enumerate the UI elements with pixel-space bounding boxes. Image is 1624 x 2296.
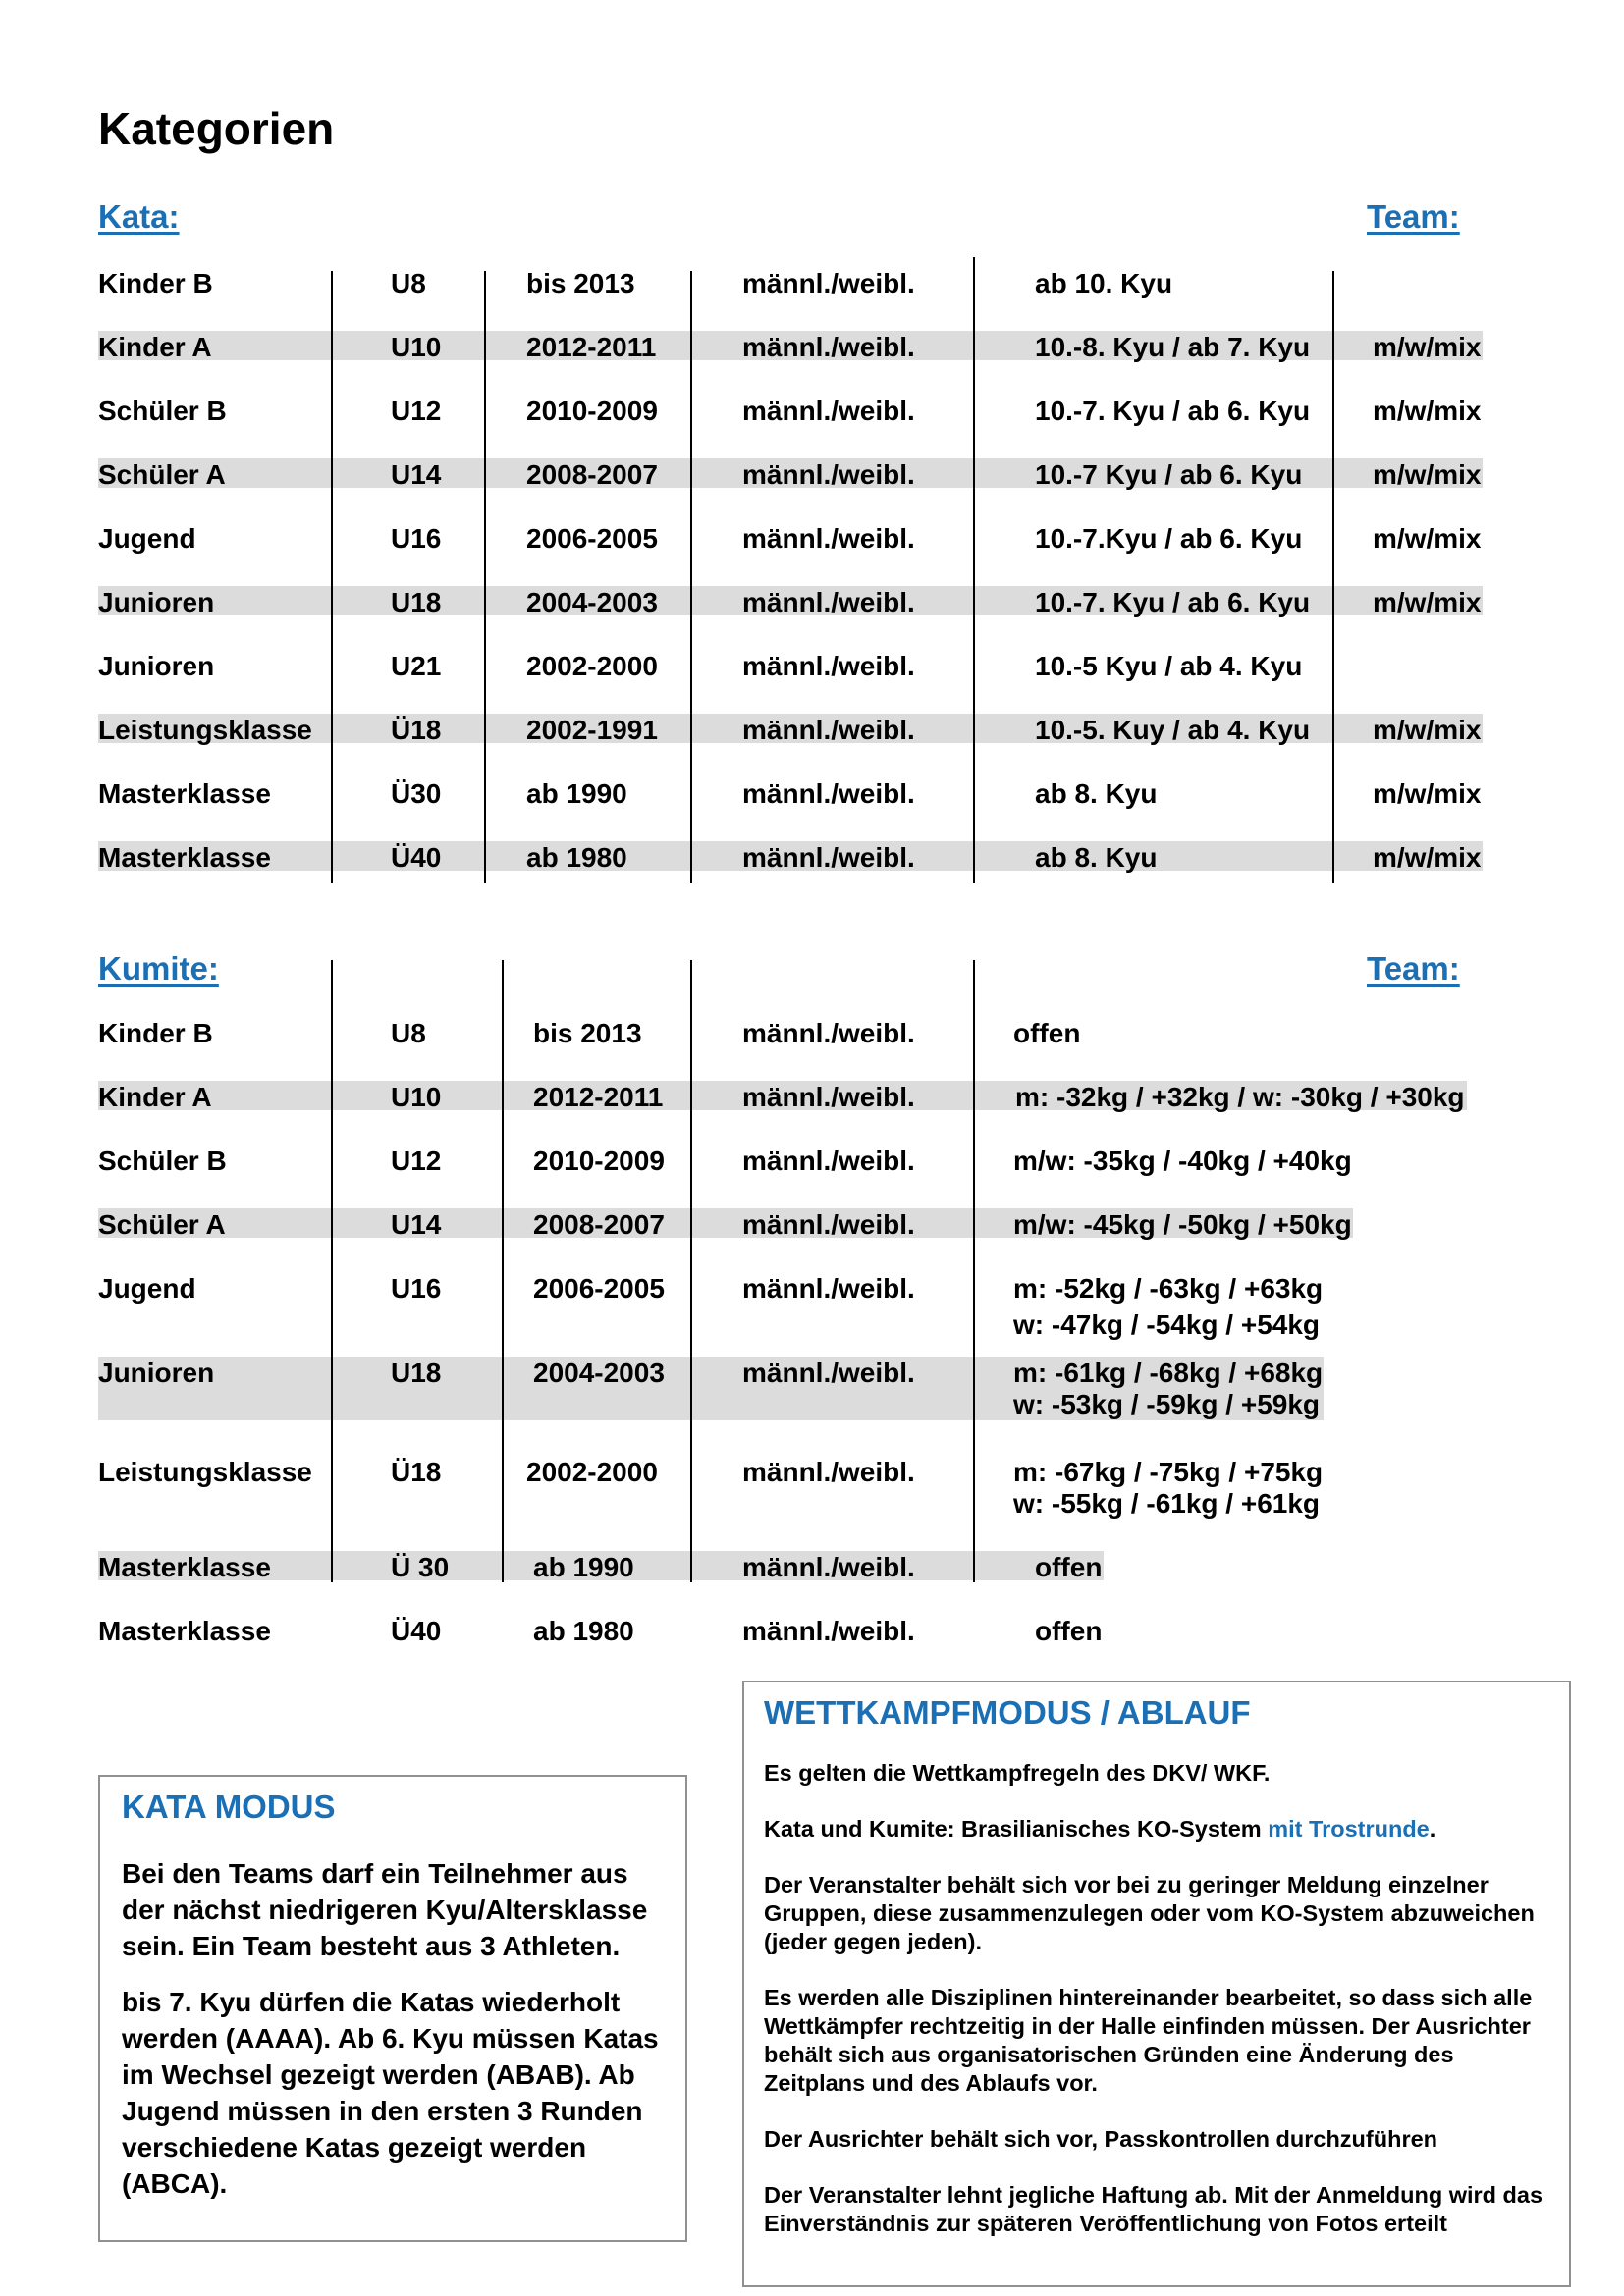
kata-team-cell: m/w/mix bbox=[1373, 778, 1482, 809]
kata-name-cell: Masterklasse bbox=[98, 778, 271, 809]
kumite-name-cell: Masterklasse bbox=[98, 1552, 271, 1582]
kata-grade-cell: 10.-5 Kyu / ab 4. Kyu bbox=[1035, 651, 1303, 681]
kumite-age-cell: Ü18 bbox=[391, 1457, 442, 1487]
kata-team-cell: m/w/mix bbox=[1373, 715, 1482, 745]
kata-name-cell: Masterklasse bbox=[98, 842, 271, 873]
kata-gender-cell: männl./weibl. bbox=[742, 842, 915, 873]
kata-gender-cell: männl./weibl. bbox=[742, 715, 915, 745]
kumite-gender-cell: männl./weibl. bbox=[742, 1358, 915, 1388]
kumite-weight-cell: m/w: -45kg / -50kg / +50kg bbox=[1013, 1209, 1352, 1240]
kata-years-cell: 2012-2011 bbox=[526, 332, 657, 362]
kumite-age-cell: U16 bbox=[391, 1273, 442, 1304]
kumite-years-cell: ab 1990 bbox=[533, 1552, 634, 1582]
kata-grade-cell: 10.-7.Kyu / ab 6. Kyu bbox=[1035, 523, 1303, 554]
kumite-gender-cell: männl./weibl. bbox=[742, 1146, 915, 1176]
kata-age-cell: Ü18 bbox=[391, 715, 442, 745]
wettkampf-paragraph-3: Der Veranstalter behält sich vor bei zu geringer Meldung einzelner Gruppen, diese zusammenzulegen oder vom KO-System abzuweichen (jeder gegen jeden). bbox=[764, 1872, 1535, 1954]
kumite-weight-cell: m: -67kg / -75kg / +75kg bbox=[1013, 1457, 1324, 1487]
kumite-column-divider bbox=[690, 960, 692, 1582]
kata-grade-cell: ab 10. Kyu bbox=[1035, 268, 1173, 298]
kumite-gender-cell: männl./weibl. bbox=[742, 1209, 915, 1240]
kata-name-cell: Schüler A bbox=[98, 459, 226, 490]
kata-name-cell: Junioren bbox=[98, 651, 215, 681]
kumite-gender-cell: männl./weibl. bbox=[742, 1616, 915, 1646]
kata-years-cell: 2002-2000 bbox=[526, 651, 658, 681]
wettkampf-paragraph-2-main: Kata und Kumite: Brasilianisches KO-System bbox=[764, 1816, 1269, 1842]
kumite-weight-cell: m: -32kg / +32kg / w: -30kg / +30kg bbox=[1015, 1082, 1465, 1112]
kata-gender-cell: männl./weibl. bbox=[742, 332, 915, 362]
kata-column-divider bbox=[331, 271, 333, 883]
wettkampf-paragraph-1: Es gelten die Wettkampfregeln des DKV/ WKF. bbox=[764, 1760, 1271, 1786]
kumite-gender-cell: männl./weibl. bbox=[742, 1552, 915, 1582]
kumite-name-cell: Leistungsklasse bbox=[98, 1457, 312, 1487]
kumite-weight-cell: offen bbox=[1013, 1018, 1081, 1048]
kumite-years-cell: ab 1980 bbox=[533, 1616, 634, 1646]
kata-grade-cell: 10.-8. Kyu / ab 7. Kyu bbox=[1035, 332, 1311, 362]
kata-age-cell: U14 bbox=[391, 459, 442, 490]
kumite-weight-cell-2: w: -47kg / -54kg / +54kg bbox=[1013, 1309, 1321, 1340]
wettkampf-paragraph-2-end: . bbox=[1429, 1816, 1436, 1842]
kata-name-cell: Jugend bbox=[98, 523, 196, 554]
kumite-age-cell: U12 bbox=[391, 1146, 442, 1176]
kata-years-cell: ab 1990 bbox=[526, 778, 627, 809]
kata-gender-cell: männl./weibl. bbox=[742, 459, 915, 490]
kata-age-cell: U8 bbox=[391, 268, 426, 298]
kata-years-cell: 2008-2007 bbox=[526, 459, 658, 490]
wettkampf-paragraph-6: Der Veranstalter lehnt jegliche Haftung ab. Mit der Anmeldung wird das Einverständnis zur späteren Veröffentlichung von Fotos erteilt bbox=[764, 2182, 1543, 2236]
kumite-age-cell: Ü40 bbox=[391, 1616, 442, 1646]
kata-column-divider bbox=[690, 271, 692, 883]
kumite-age-cell: U18 bbox=[391, 1358, 442, 1388]
kata-heading: Kata: bbox=[98, 198, 180, 235]
kata-grade-cell: ab 8. Kyu bbox=[1035, 842, 1158, 873]
kumite-weight-cell: offen bbox=[1035, 1552, 1103, 1582]
kata-column-divider bbox=[484, 271, 486, 883]
kata-name-cell: Kinder A bbox=[98, 332, 212, 362]
wettkampf-text bbox=[764, 1759, 1549, 2238]
kata-team-cell: m/w/mix bbox=[1373, 396, 1482, 426]
kata-gender-cell: männl./weibl. bbox=[742, 396, 915, 426]
kata-modus-paragraph-1: Bei den Teams darf ein Teilnehmer aus der nächst niedrigeren Kyu/Altersklasse sein. Ein Team besteht aus 3 Athleten. bbox=[122, 1858, 648, 1961]
kumite-weight-cell-2: w: -53kg / -59kg / +59kg bbox=[1013, 1389, 1321, 1419]
kata-gender-cell: männl./weibl. bbox=[742, 778, 915, 809]
wettkampf-paragraph-5: Der Ausrichter behält sich vor, Passkontrollen durchzuführen bbox=[764, 2126, 1438, 2152]
kumite-gender-cell: männl./weibl. bbox=[742, 1018, 915, 1048]
kumite-weight-cell: offen bbox=[1035, 1616, 1103, 1646]
kata-grade-cell: 10.-7. Kyu / ab 6. Kyu bbox=[1035, 396, 1311, 426]
kumite-weight-cell: m: -52kg / -63kg / +63kg bbox=[1013, 1273, 1324, 1304]
kumite-name-cell: Junioren bbox=[98, 1358, 215, 1388]
kumite-name-cell: Kinder A bbox=[98, 1082, 212, 1112]
wettkampf-paragraph-4: Es werden alle Disziplinen hintereinander bearbeitet, so dass sich alle Wettkämpfer rechtzeitig in der Halle einfinden müssen. Der Ausrichter behält sich aus organisatorischen Gründen eine Änderung des Zeitplans und des Ablaufs vor. bbox=[764, 1985, 1533, 2096]
kata-age-cell: U18 bbox=[391, 587, 442, 617]
kata-age-cell: U10 bbox=[391, 332, 442, 362]
kata-name-cell: Schüler B bbox=[98, 396, 227, 426]
kata-modus-paragraph-2: bis 7. Kyu dürfen die Katas wiederholt werden (AAAA). Ab 6. Kyu müssen Katas im Wechsel gezeigt werden (ABAB). Ab Jugend müssen in den ersten 3 Runden verschiedene Katas gezeigt werden (ABCA). bbox=[122, 1987, 659, 2199]
kata-years-cell: 2010-2009 bbox=[526, 396, 658, 426]
wettkampf-box bbox=[742, 1681, 1571, 2287]
kata-team-heading: Team: bbox=[1367, 198, 1460, 235]
kata-team-cell: m/w/mix bbox=[1373, 523, 1482, 554]
kumite-age-cell: Ü 30 bbox=[391, 1552, 450, 1582]
kumite-gender-cell: männl./weibl. bbox=[742, 1082, 915, 1112]
kata-age-cell: Ü40 bbox=[391, 842, 442, 873]
kumite-column-divider bbox=[331, 960, 333, 1582]
kata-years-cell: bis 2013 bbox=[526, 268, 635, 298]
kata-column-divider bbox=[973, 257, 975, 883]
kata-team-cell: m/w/mix bbox=[1373, 842, 1482, 873]
kumite-years-cell: 2002-2000 bbox=[526, 1457, 658, 1487]
kata-age-cell: U12 bbox=[391, 396, 442, 426]
kata-modus-box bbox=[98, 1775, 687, 2242]
kumite-gender-cell: männl./weibl. bbox=[742, 1273, 915, 1304]
kumite-gender-cell: männl./weibl. bbox=[742, 1457, 915, 1487]
kumite-years-cell: bis 2013 bbox=[533, 1018, 642, 1048]
wettkampf-paragraph-2 bbox=[764, 1815, 1549, 1843]
kumite-age-cell: U8 bbox=[391, 1018, 426, 1048]
kumite-team-heading: Team: bbox=[1367, 950, 1460, 987]
kumite-column-divider bbox=[502, 960, 504, 1582]
kata-team-cell: m/w/mix bbox=[1373, 587, 1482, 617]
kata-modus-title: KATA MODUS bbox=[122, 1789, 336, 1825]
kata-name-cell: Leistungsklasse bbox=[98, 715, 312, 745]
kata-column-divider bbox=[1332, 271, 1334, 883]
kata-age-cell: U16 bbox=[391, 523, 442, 554]
kata-gender-cell: männl./weibl. bbox=[742, 587, 915, 617]
kumite-name-cell: Masterklasse bbox=[98, 1616, 271, 1646]
kata-grade-cell: 10.-5. Kuy / ab 4. Kyu bbox=[1035, 715, 1311, 745]
kata-years-cell: ab 1980 bbox=[526, 842, 627, 873]
kata-grade-cell: 10.-7 Kyu / ab 6. Kyu bbox=[1035, 459, 1303, 490]
kumite-name-cell: Kinder B bbox=[98, 1018, 213, 1048]
kumite-name-cell: Schüler A bbox=[98, 1209, 226, 1240]
trostrunde-highlight: mit Trostrunde bbox=[1268, 1816, 1430, 1842]
kumite-weight-cell: m: -61kg / -68kg / +68kg bbox=[1013, 1358, 1324, 1388]
kata-grade-cell: ab 8. Kyu bbox=[1035, 778, 1158, 809]
kata-grade-cell: 10.-7. Kyu / ab 6. Kyu bbox=[1035, 587, 1311, 617]
kumite-years-cell: 2006-2005 bbox=[533, 1273, 665, 1304]
kumite-name-cell: Schüler B bbox=[98, 1146, 227, 1176]
kumite-weight-cell-2: w: -55kg / -61kg / +61kg bbox=[1013, 1488, 1321, 1519]
kumite-years-cell: 2012-2011 bbox=[533, 1082, 664, 1112]
kata-name-cell: Kinder B bbox=[98, 268, 213, 298]
kumite-heading: Kumite: bbox=[98, 950, 219, 987]
wettkampf-title: WETTKAMPFMODUS / ABLAUF bbox=[764, 1694, 1251, 1731]
kata-years-cell: 2002-1991 bbox=[526, 715, 658, 745]
kata-team-cell: m/w/mix bbox=[1373, 332, 1482, 362]
kata-name-cell: Junioren bbox=[98, 587, 215, 617]
kata-modus-text bbox=[122, 1855, 672, 2202]
kata-years-cell: 2004-2003 bbox=[526, 587, 658, 617]
kata-years-cell: 2006-2005 bbox=[526, 523, 658, 554]
kumite-age-cell: U14 bbox=[391, 1209, 442, 1240]
kata-gender-cell: männl./weibl. bbox=[742, 268, 915, 298]
page-title: Kategorien bbox=[98, 103, 335, 154]
kumite-weight-cell: m/w: -35kg / -40kg / +40kg bbox=[1013, 1146, 1352, 1176]
kata-gender-cell: männl./weibl. bbox=[742, 651, 915, 681]
kumite-name-cell: Jugend bbox=[98, 1273, 196, 1304]
kata-age-cell: U21 bbox=[391, 651, 442, 681]
kata-age-cell: Ü30 bbox=[391, 778, 442, 809]
kumite-years-cell: 2004-2003 bbox=[533, 1358, 665, 1388]
kata-team-cell: m/w/mix bbox=[1373, 459, 1482, 490]
kumite-years-cell: 2010-2009 bbox=[533, 1146, 665, 1176]
kumite-column-divider bbox=[973, 960, 975, 1582]
kumite-years-cell: 2008-2007 bbox=[533, 1209, 665, 1240]
kata-gender-cell: männl./weibl. bbox=[742, 523, 915, 554]
kumite-age-cell: U10 bbox=[391, 1082, 442, 1112]
